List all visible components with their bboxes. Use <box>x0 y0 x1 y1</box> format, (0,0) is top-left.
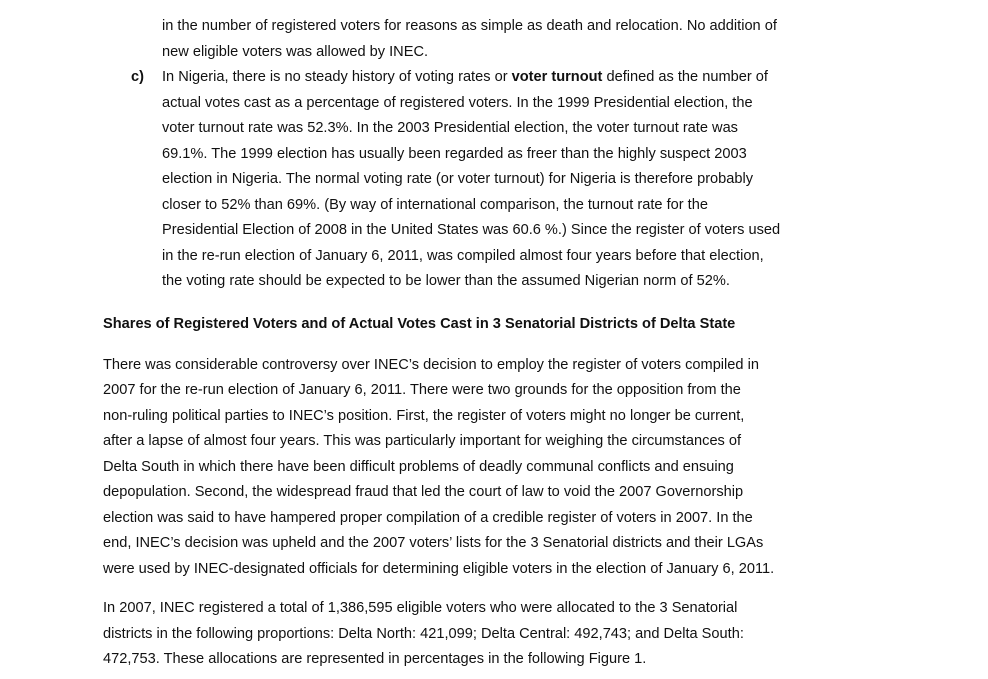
item-c-marker: c) <box>131 69 144 85</box>
item-c-line-1-post: defined as the number of <box>602 69 768 85</box>
paragraph-2-line-1: In 2007, INEC registered a total of 1,386,595 eligible voters who were allocated to the 3 Senatorial <box>103 600 738 616</box>
paragraph-1-line-5: Delta South in which there have been difficult problems of deadly communal conflicts and ensuing <box>103 459 734 475</box>
item-b-line-1: in the number of registered voters for reasons as simple as death and relocation. No addition of <box>162 18 777 34</box>
item-b-line-2: new eligible voters was allowed by INEC. <box>162 44 429 60</box>
paragraph-1-line-3: non-ruling political parties to INEC’s position. First, the register of voters might no longer be current, <box>103 408 745 424</box>
item-c-line-1 <box>162 67 768 87</box>
section-heading: Shares of Registered Voters and of Actual Votes Cast in 3 Senatorial Districts of Delta State <box>103 316 736 332</box>
item-c-line-5: election in Nigeria. The normal voting rate (or voter turnout) for Nigeria is therefore probably <box>162 171 754 187</box>
paragraph-2-line-2: districts in the following proportions: Delta North: 421,099; Delta Central: 492,743; and Delta South: <box>103 626 744 642</box>
item-c-line-9: the voting rate should be expected to be lower than the assumed Nigerian norm of 52%. <box>162 273 730 289</box>
item-c-line-7: Presidential Election of 2008 in the United States was 60.6 %.) Since the register of voters used <box>162 222 781 238</box>
item-c-line-3: voter turnout rate was 52.3%. In the 2003 Presidential election, the voter turnout rate was <box>162 120 738 136</box>
paragraph-1-line-6: depopulation. Second, the widespread fraud that led the court of law to void the 2007 Governorship <box>103 484 744 500</box>
paragraph-1-line-8: end, INEC’s decision was upheld and the 2007 voters’ lists for the 3 Senatorial districts and their LGAs <box>103 535 764 551</box>
paragraph-1-line-4: after a lapse of almost four years. This was particularly important for weighing the circumstances of <box>103 433 742 449</box>
paragraph-2-line-3: 472,753. These allocations are represented in percentages in the following Figure 1. <box>103 651 647 667</box>
paragraph-1-line-2: 2007 for the re-run election of January 6, 2011. There were two grounds for the opposition from the <box>103 382 741 398</box>
item-c-line-8: in the re-run election of January 6, 2011, was compiled almost four years before that election, <box>162 248 764 264</box>
voter-turnout-term: voter turnout <box>511 69 603 85</box>
item-c-line-1-pre: In Nigeria, there is no steady history of voting rates or <box>162 69 512 85</box>
paragraph-1-line-1: There was considerable controversy over INEC’s decision to employ the register of voters compiled in <box>103 357 759 373</box>
item-c-line-4: 69.1%. The 1999 election has usually been regarded as freer than the highly suspect 2003 <box>162 146 747 162</box>
item-c-line-6: closer to 52% than 69%. (By way of international comparison, the turnout rate for the <box>162 197 708 213</box>
paragraph-1-line-7: election was said to have hampered proper compilation of a credible register of voters in 2007. In the <box>103 510 753 526</box>
item-c-line-2: actual votes cast as a percentage of registered voters. In the 1999 Presidential election, the <box>162 95 753 111</box>
paragraph-1-line-9: were used by INEC-designated officials for determining eligible voters in the election of January 6, 2011. <box>103 561 775 577</box>
